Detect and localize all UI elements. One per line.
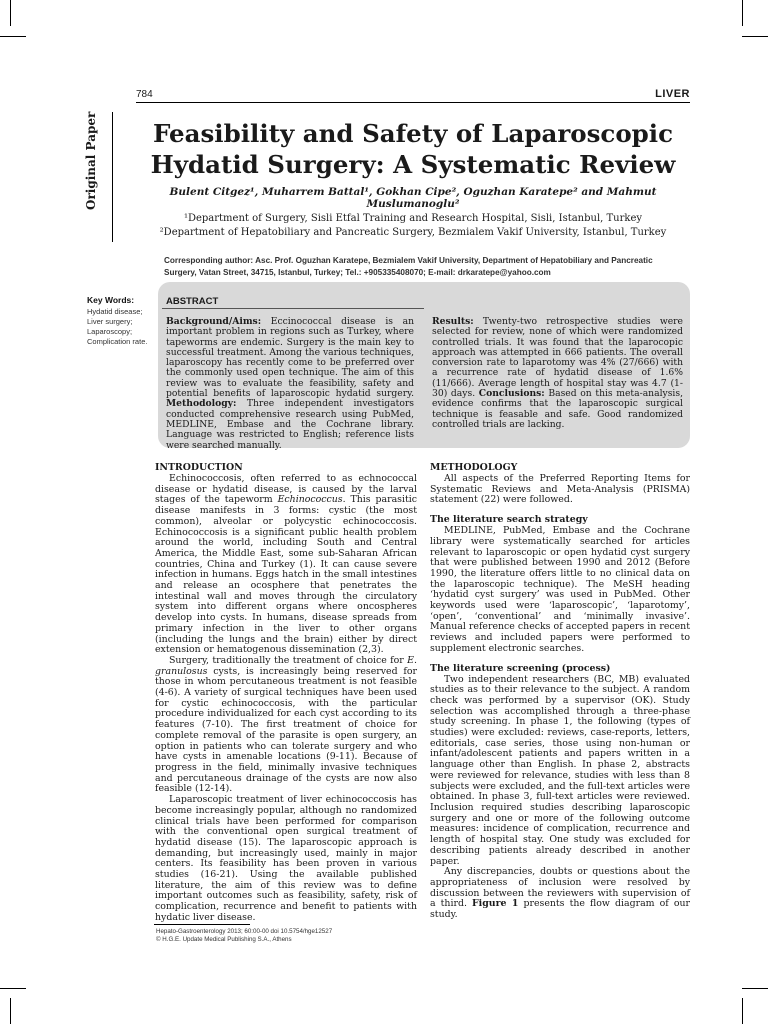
keywords: [87, 295, 165, 347]
crop-mark: [742, 36, 768, 37]
header-rule: [136, 102, 690, 103]
article-title: Feasibility and Safety of Laparoscopic Hydatid Surgery: A Systematic Review: [150, 119, 676, 179]
abstract-heading: ABSTRACT: [166, 296, 219, 307]
page-number: 784: [136, 89, 153, 100]
introduction-paragraph: Laparoscopic treatment of liver echinococcosis has become increasingly popular, although no randomized clinical trials have been performed for comparison with the conventional open surgical treatment of hydatid disease (15). The laparoscopic approach is demanding, but increasingly used, mainly in major centers. Its feasibility has been proven in various studies (16-21). Using the available published literature, the aim of this review was to define important outcomes such as feasibility, safety, risk of complication, recurrence and benefit to patients with hydatic liver disease.: [155, 794, 417, 923]
copyright-line: © H.G.E. Update Medical Publishing S.A., Athens: [156, 936, 292, 943]
screening-heading: The literature screening (process): [430, 662, 611, 674]
crop-mark: [10, 0, 11, 26]
introduction-column: [155, 462, 417, 924]
affiliation-2: ²Department of Hepatobiliary and Pancreatic Surgery, Bezmialem Vakif University, Istanbul, Turkey: [159, 227, 667, 238]
journal-section: LIVER: [655, 88, 690, 100]
affiliations: [136, 212, 690, 240]
abstract-right-column: [432, 317, 683, 430]
abstract-background: Eccinococcal disease is an important problem in regions such as Turkey, where tapeworms are endemic. Surgery is the main key to successful treatment. Among the various techniques, laparoscopy has recently come to be preferred over the commonly used open technique. The aim of this review was to evaluate the feasibility, safety and potential benefits of laparoscopic hydatid surgery.: [166, 316, 414, 400]
crop-mark: [0, 988, 26, 989]
methodology-column: [430, 462, 690, 921]
crop-mark: [742, 988, 768, 989]
abstract-methodology-label: Methodology:: [166, 398, 237, 410]
methodology-paragraph: All aspects of the Preferred Reporting Items for Systematic Reviews and Meta-Analysis (PRISMA) statement (22) were followed.: [430, 473, 690, 506]
abstract-background-label: Background/Aims:: [166, 316, 262, 327]
keyword: Liver surgery;: [87, 317, 133, 326]
article-type-text: Original Paper: [84, 111, 98, 210]
abstract-results: Twenty-two retrospective studies were selected for review, none of which were randomized controlled trials. It was found that the laparocopic approach was attempted in 666 patients. The overall conversion rate to laparotomy was 4% (27/666) with a recurrence rate of hydatid disease of 1.6% (11/666). Average length of hospital stay was 4.7 (1-30) days.: [432, 316, 683, 400]
article-type-label: [82, 111, 106, 240]
affiliation-1: ¹Department of Surgery, Sisli Etfal Training and Research Hospital, Sisli, Istanbul, Turkey: [183, 213, 643, 224]
search-strategy-heading: The literature search strategy: [430, 514, 588, 526]
introduction-heading: INTRODUCTION: [155, 462, 243, 473]
keyword: Complication rate.: [87, 337, 148, 346]
footer-rule: [154, 924, 250, 925]
screening-paragraph: Any discrepancies, doubts or questions about the appropriateness of inclusion were resolved by discussion between the reviewers with supervision of a third. Figure 1 presents the flow diagram of our study.: [430, 866, 690, 921]
abstract-results-label: Results:: [432, 316, 474, 327]
keyword: Laparoscopy;: [87, 327, 133, 336]
abstract-rule: [162, 308, 424, 309]
crop-mark: [742, 998, 743, 1024]
crop-mark: [0, 36, 26, 37]
crop-mark: [742, 0, 743, 26]
abstract-conclusions: Based on this meta-analysis, evidence confirms that the laparoscopic surgical technique is feasable and safe. Good randomized controlled trials are lacking.: [432, 388, 683, 430]
side-rule: [112, 112, 113, 242]
introduction-paragraph: Surgery, traditionally the treatment of choice for E. granulosus cysts, is increasingly being reserved for those in whom percutaneous treatment is not feasible (4-6). A variety of surgical techniques have been used for cystic echinococcosis, with the particular procedure individualized for each cyst according to its features (7-10). The first treatment of choice for complete removal of the parasite is open surgery, an option in patients who can tolerate surgery and who have cysts in amenable locations (9-11). Because of progress in the field, minimally invasive techniques and percutaneous drainage of the cysts are now also feasible (12-14).: [155, 654, 417, 795]
citation-line: Hepato-Gastroenterology 2013; 60:00-00 doi 10.5754/hge12527: [156, 928, 333, 935]
screening-paragraph: Two independent researchers (BC, MB) evaluated studies as to their relevance to the subject. A random check was performed by a supervisor (OK). Study selection was accomplished through a three-phase study screening. In phase 1, the following (types of studies) were excluded: reviews, case-reports, letters, editorials, case series, those using non-human or infant/adolescent patients and papers written in a language other than English. In phase 2, abstracts were reviewed for relevance, studies with less than 8 subjects were excluded, and the full-text articles were obtained. In phase 3, full-text articles were reviewed. Inclusion required studies describing laparoscopic surgery and one or more of the following outcome measures: incidence of complication, recurrence and length of hospital stay. One study was excluded for describing patients already described in another paper.: [430, 673, 690, 867]
introduction-paragraph: Echinococcosis, often referred to as echnococcal disease or hydatid disease, is caused by the larval stages of the tapeworm Echinococcus. This parasitic disease manifests in 3 forms: cystic (the most common), alveolar or polycystic echinococcosis. Echinococcosis is a significant public health problem around the world, including South and Central America, the Middle East, some sub-Saharan African countries, China and Turkey (1). It can cause severe infection in humans. Eggs hatch in the small intestines and release an ocosphere that penetrates the intestinal wall and moves through the circulatory system into different organs where oncospheres develop into cysts. In humans, disease spreads from primary infection in the liver to other organs (including the lungs and the brain) either by direct extension or hematogenous dissemination (2,3).: [155, 473, 417, 656]
search-strategy-paragraph: MEDLINE, PubMed, Embase and the Cochrane library were systematically searched for articles relevant to laparoscopic or open hydatid cyst surgery that were published between 1990 and 2012 (Before 1990, the literature offers little to no clinical data on the laparoscopic technique). The MeSH heading ‘hydatid cyst surgery’ was used in PubMed. Other keywords used were ‘laparoscopic’, ‘laparotomy’, ‘open’, ‘conventional’ and ‘minimally invasive’. Manual reference checks of accepted papers in recent reviews and included papers were performed to supplement electronic searches.: [430, 525, 690, 654]
corresponding-author: Corresponding author: Asc. Prof. Oguzhan Karatepe, Bezmialem Vakif University, Department of Hepatobiliary and Pancreatic Surgery, Vatan Street, 34715, Istanbul, Turkey; Tel.: +905335408070; E-mail: drkaratepe@yahoo.com: [164, 256, 653, 277]
footer: [156, 928, 332, 944]
methodology-heading: METHODOLOGY: [430, 462, 518, 473]
abstract-conclusions-label: Conclusions:: [478, 388, 545, 400]
keyword: Hydatid disease;: [87, 307, 143, 316]
author-list: Bulent Citgez¹, Muharrem Battal¹, Gokhan Cipe², Oguzhan Karatepe² and Mahmut Muslumanoglu²: [169, 186, 657, 210]
crop-mark: [10, 998, 11, 1024]
keywords-heading: Key Words:: [87, 295, 135, 305]
abstract-methodology: Three independent investigators conducted comprehensive research using PubMed, MEDLINE, Embase and the Cochrane library. Language was restricted to English; reference lists were searched manually.: [166, 398, 414, 451]
abstract-left-column: [166, 317, 414, 451]
